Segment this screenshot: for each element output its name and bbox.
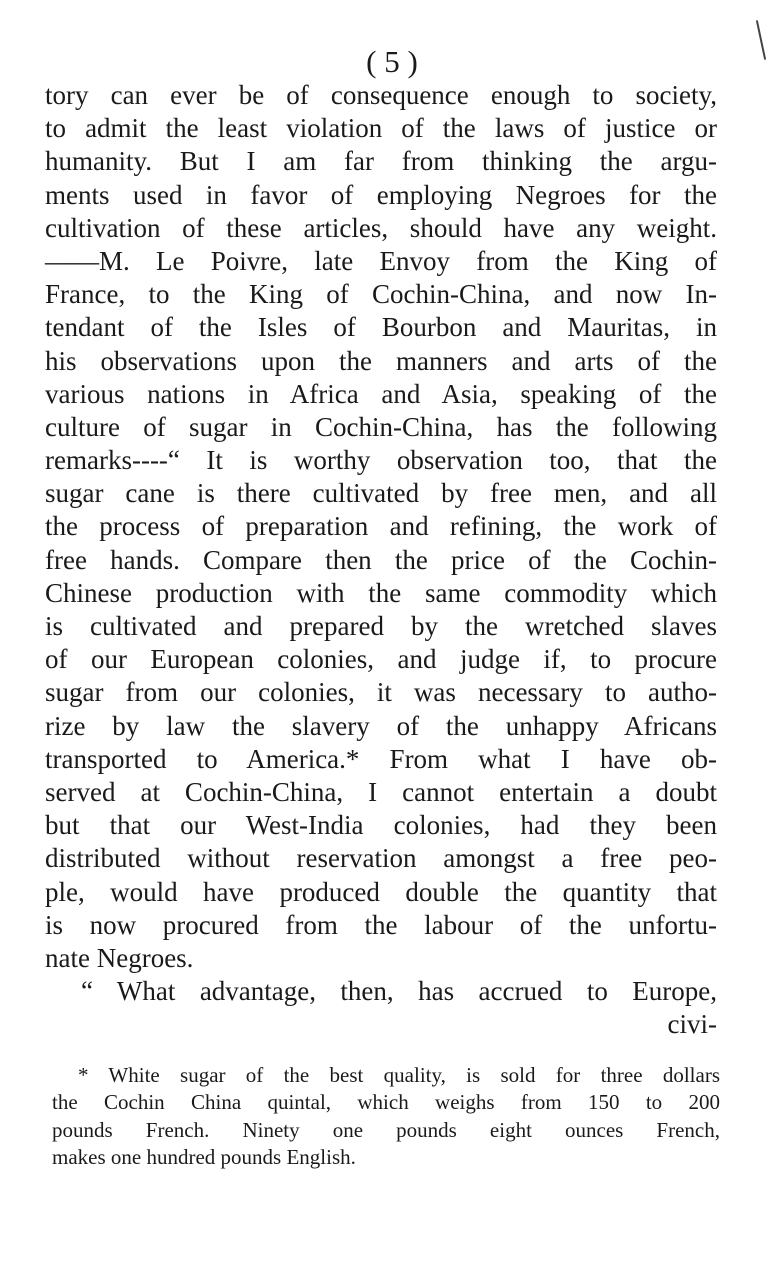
footnote-line: the Cochin China quintal, which weighs from 150 to 200	[52, 1090, 720, 1115]
body-line: Chinese production with the same commodity which	[45, 577, 717, 608]
continuation-line: “ What advantage, then, has accrued to Europe,	[81, 976, 717, 1007]
footnote-line: makes one hundred pounds English.	[52, 1144, 356, 1169]
body-line: served at Cochin-China, I cannot entertain a doubt	[45, 776, 717, 807]
body-line: is now procured from the labour of the unfortu-	[45, 909, 717, 940]
footnote-line: pounds French. Ninety one pounds eight ounces French,	[52, 1117, 720, 1142]
body-line: sugar cane is there cultivated by free men, and all	[45, 478, 717, 509]
body-line: of our European colonies, and judge if, to procure	[45, 644, 717, 675]
body-line: rize by law the slavery of the unhappy Africans	[45, 710, 717, 741]
body-line: ——M. Le Poivre, late Envoy from the King of	[45, 245, 717, 276]
body-line: nate Negroes.	[45, 942, 194, 973]
body-text	[45, 79, 717, 1041]
body-line: culture of sugar in Cochin-China, has the following	[45, 411, 717, 442]
body-line: cultivation of these articles, should have any weight.	[45, 212, 717, 243]
body-line: free hands. Compare then the price of the Cochin-	[45, 544, 717, 575]
body-line: tory can ever be of consequence enough to society,	[45, 80, 717, 110]
body-line: distributed without reservation amongst a free peo-	[45, 843, 717, 874]
body-line: ple, would have produced double the quantity that	[45, 876, 717, 907]
footnote	[52, 1062, 720, 1171]
body-line: France, to the King of Cochin-China, and now In-	[45, 279, 717, 310]
body-line: but that our West-India colonies, had they been	[45, 810, 717, 841]
catchword: civi-	[667, 1009, 717, 1040]
body-line: the process of preparation and refining, the work of	[45, 511, 717, 542]
body-line: is cultivated and prepared by the wretched slaves	[45, 611, 717, 641]
body-line: various nations in Africa and Asia, speaking of the	[45, 378, 717, 409]
body-line: his observations upon the manners and arts of the	[45, 345, 717, 376]
body-line: to admit the least violation of the laws of justice or	[45, 113, 717, 144]
body-line: transported to America.* From what I have ob-	[45, 743, 717, 774]
body-line: sugar from our colonies, it was necessary to autho-	[45, 677, 717, 708]
footnote-line: * White sugar of the best quality, is sold for three dollars	[78, 1063, 720, 1087]
body-line: ments used in favor of employing Negroes for the	[45, 179, 717, 210]
page-number: ( 5 )	[366, 44, 418, 79]
body-line: remarks----“ It is worthy observation too, that the	[45, 445, 717, 476]
body-line: humanity. But I am far from thinking the argu-	[45, 146, 717, 177]
body-line: tendant of the Isles of Bourbon and Mauritas, in	[45, 312, 717, 343]
